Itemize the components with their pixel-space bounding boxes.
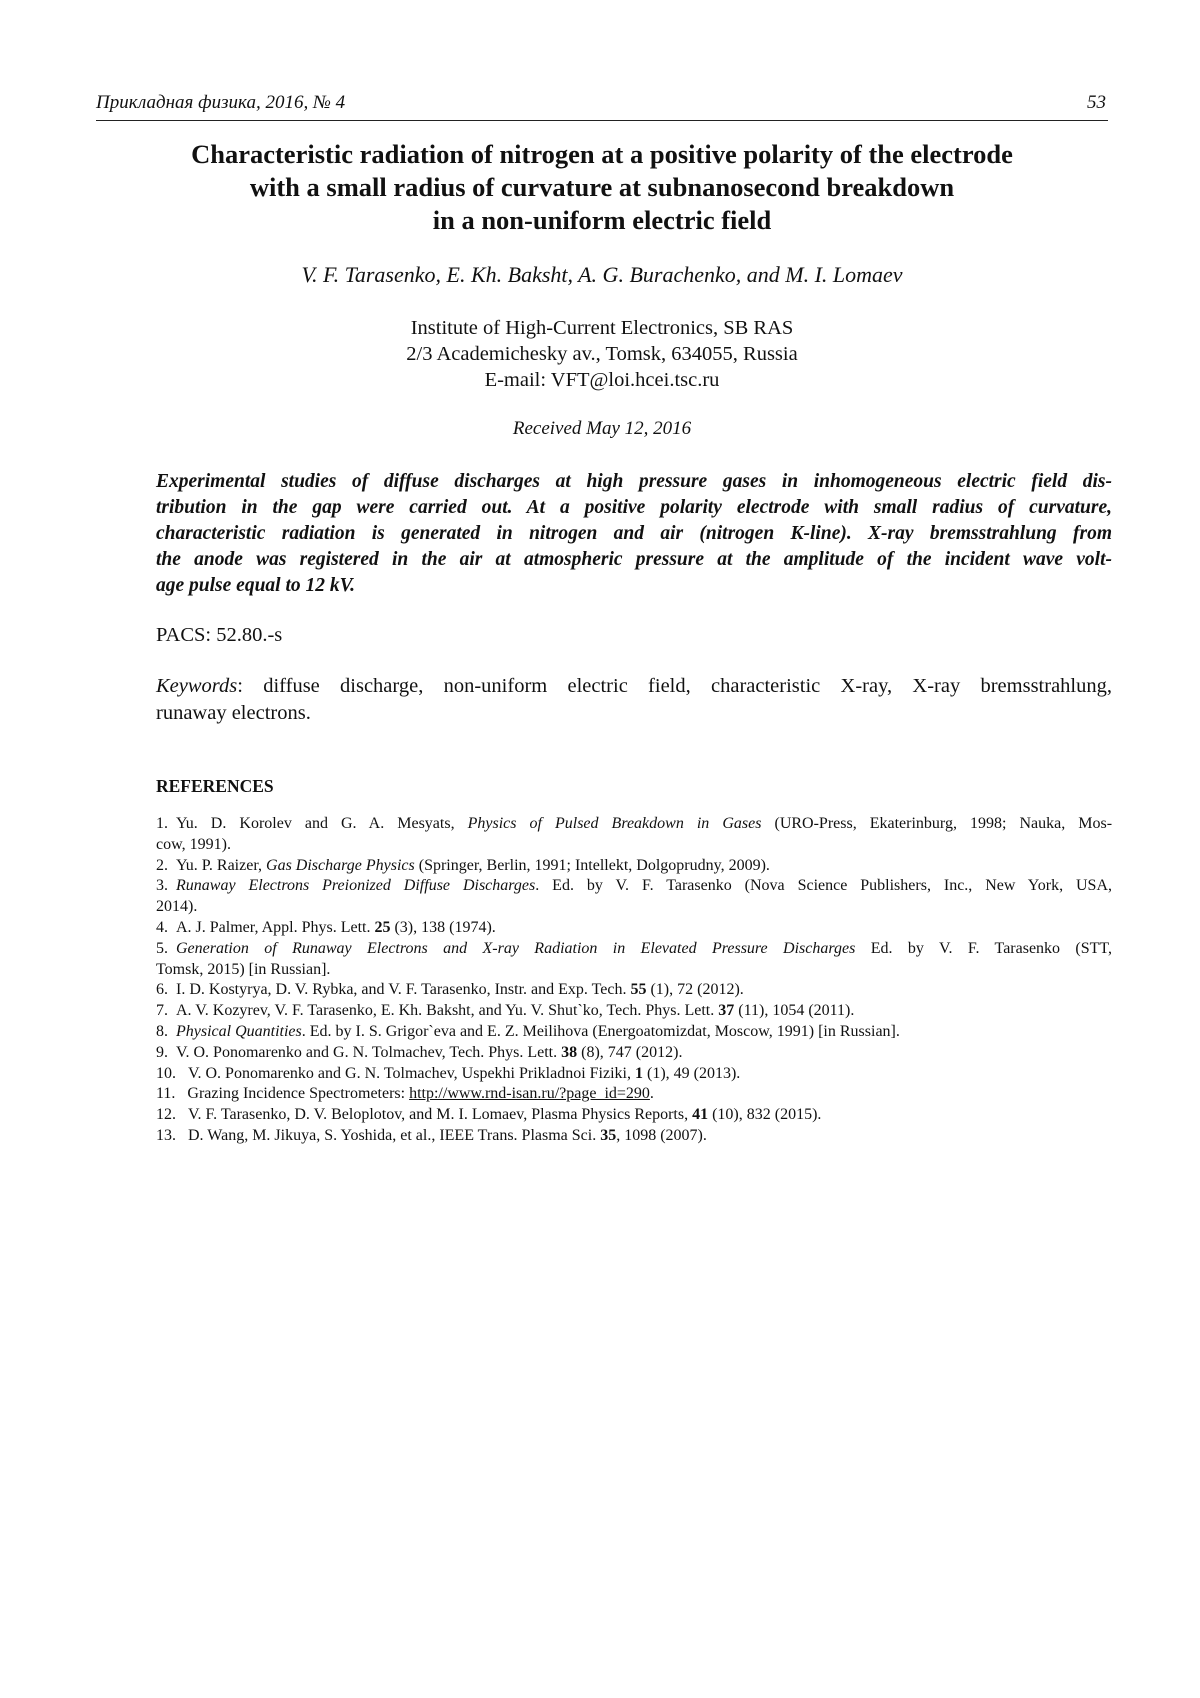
reference-number: 8. (156, 1022, 168, 1040)
reference-line (156, 814, 1112, 835)
keywords-line (156, 673, 1112, 700)
title-line: with a small radius of curvature at subnanosecond breakdown (249, 172, 955, 202)
reference-item (156, 1105, 1112, 1126)
title-line: Characteristic radiation of nitrogen at a positive polarity of the electrode (191, 139, 1013, 169)
reference-text: V. O. Ponomarenko and G. N. Tolmachev, Uspekhi Prikladnoi Fiziki, (188, 1064, 631, 1082)
reference-title: Physical Quantities (176, 1022, 302, 1040)
reference-number: 6. (156, 981, 168, 999)
reference-line (156, 1022, 1112, 1043)
reference-text: (URO-Press, Ekaterinburg, 1998; Nauka, Mos- (774, 815, 1112, 832)
abstract-line: Experimental studies of diffuse discharges at high pressure gases in inhomogeneous electric field dis- (156, 471, 1112, 492)
reference-number: 9. (156, 1043, 168, 1061)
reference-volume: 1 (634, 1064, 643, 1082)
reference-item (156, 918, 1112, 939)
reference-number: 3. (156, 877, 168, 895)
reference-number: 4. (156, 918, 168, 936)
reference-item (156, 980, 1112, 1001)
reference-line (156, 1105, 1112, 1126)
reference-item (156, 1084, 1112, 1105)
abstract-line: tribution in the gap were carried out. At a positive polarity electrode with small radius of curvature, (156, 497, 1112, 518)
reference-line (156, 1126, 1112, 1147)
reference-item (156, 1022, 1112, 1043)
pacs-code: PACS: 52.80.-s (156, 624, 283, 646)
reference-text: (1), 72 (2012). (650, 981, 744, 999)
reference-text: Ed. by V. F. Tarasenko (STT, (870, 939, 1112, 957)
title-line: in a non-uniform electric field (432, 205, 772, 235)
reference-text: (8), 747 (2012). (581, 1043, 683, 1061)
reference-item (156, 939, 1112, 981)
abstract (156, 469, 1112, 599)
reference-number: 12. (156, 1106, 176, 1124)
reference-line: 2014). (156, 898, 198, 916)
reference-volume: 37 (718, 1002, 735, 1020)
spectrometers-link[interactable]: http://www.rnd-isan.ru/?page_id=290 (409, 1085, 650, 1103)
author-list: V. F. Tarasenko, E. Kh. Baksht, A. G. Burachenko, and M. I. Lomaev (301, 262, 903, 287)
reference-title: Runaway Electrons Preionized Diffuse Discharges (176, 877, 536, 895)
running-header (96, 90, 1108, 121)
reference-text: A. V. Kozyrev, V. F. Tarasenko, E. Kh. Baksht, and Yu. V. Shut`ko, Tech. Phys. Lett. (176, 1002, 715, 1020)
reference-title: Generation of Runaway Electrons and X-ray Radiation in Elevated Pressure Discharges (176, 939, 856, 957)
reference-item (156, 814, 1112, 856)
reference-number: 1. (156, 815, 168, 832)
keywords (156, 673, 1112, 727)
reference-title: Physics of Pulsed Breakdown in Gases (467, 815, 762, 832)
reference-text: (11), 1054 (2011). (738, 1002, 855, 1020)
abstract-line: characteristic radiation is generated in nitrogen and air (nitrogen K-line). X-ray bremsstrahlung from (156, 523, 1112, 544)
page-number: 53 (1087, 92, 1106, 113)
reference-line (156, 1043, 1112, 1064)
author-email: E-mail: VFT@loi.hcei.tsc.ru (484, 369, 720, 391)
reference-item (156, 856, 1112, 877)
reference-title: Gas Discharge Physics (266, 856, 415, 874)
reference-item (156, 1126, 1112, 1147)
reference-text: Yu. P. Raizer, (176, 856, 263, 874)
abstract-line: age pulse equal to 12 kV. (156, 575, 355, 596)
reference-text: Grazing Incidence Spectrometers: (187, 1085, 406, 1103)
reference-number: 2. (156, 856, 168, 874)
reference-text: D. Wang, M. Jikuya, S. Yoshida, et al., IEEE Trans. Plasma Sci. (188, 1126, 597, 1144)
reference-text: (3), 138 (1974). (394, 918, 496, 936)
reference-line (156, 1001, 1112, 1022)
reference-volume: 25 (374, 918, 391, 936)
institute-address: 2/3 Academichesky av., Tomsk, 634055, Russia (406, 343, 798, 365)
received-date: Received May 12, 2016 (512, 418, 692, 439)
reference-text: I. D. Kostyrya, D. V. Rybka, and V. F. Tarasenko, Instr. and Exp. Tech. (176, 981, 627, 999)
reference-line: Tomsk, 2015) [in Russian]. (156, 960, 331, 978)
reference-line (156, 1084, 1112, 1105)
reference-number: 5. (156, 939, 168, 957)
reference-line (156, 876, 1112, 897)
institute-name: Institute of High-Current Electronics, SB RAS (410, 317, 794, 339)
reference-item (156, 876, 1112, 918)
reference-number: 7. (156, 1002, 168, 1020)
reference-item (156, 1064, 1112, 1085)
reference-number: 11. (156, 1085, 176, 1103)
reference-text: . Ed. by V. F. Tarasenko (Nova Science Publishers, Inc., New York, USA, (535, 877, 1112, 895)
reference-text: A. J. Palmer, Appl. Phys. Lett. (176, 918, 371, 936)
reference-text: V. O. Ponomarenko and G. N. Tolmachev, Tech. Phys. Lett. (176, 1043, 558, 1061)
reference-number: 10. (156, 1064, 176, 1082)
reference-text: (1), 49 (2013). (646, 1064, 741, 1082)
abstract-line: the anode was registered in the air at atmospheric pressure at the amplitude of the incident wave volt- (156, 549, 1112, 570)
reference-text: . (649, 1085, 654, 1103)
reference-text: , 1098 (2007). (616, 1126, 707, 1144)
reference-line: cow, 1991). (156, 835, 231, 853)
reference-number: 13. (156, 1126, 176, 1144)
journal-title: Прикладная физика, 2016, № 4 (96, 92, 346, 113)
reference-line (156, 1064, 1112, 1085)
keywords-line: runaway electrons. (156, 702, 311, 724)
reference-line (156, 856, 1112, 877)
reference-volume: 35 (600, 1126, 617, 1144)
reference-item (156, 1043, 1112, 1064)
article-title (96, 138, 1108, 237)
reference-text: (Springer, Berlin, 1991; Intellekt, Dolgoprudny, 2009). (418, 856, 770, 874)
reference-text: . Ed. by I. S. Grigor`eva and E. Z. Meilihova (Energoatomizdat, Moscow, 1991) [in Russian]. (301, 1022, 900, 1040)
reference-volume: 38 (561, 1043, 578, 1061)
reference-line (156, 980, 1112, 1001)
reference-line (156, 918, 1112, 939)
reference-item (156, 1001, 1112, 1022)
reference-line (156, 939, 1112, 960)
reference-volume: 41 (692, 1106, 709, 1124)
reference-text: Yu. D. Korolev and G. A. Mesyats, (176, 815, 455, 832)
reference-volume: 55 (630, 981, 647, 999)
references-heading: REFERENCES (156, 776, 274, 796)
affiliation (96, 315, 1108, 393)
keywords-text: : diffuse discharge, non-uniform electric field, characteristic X-ray, X-ray bremsstrahlung, (237, 675, 1112, 697)
keywords-label: Keywords (156, 675, 238, 697)
reference-list (156, 814, 1112, 1147)
reference-text: V. F. Tarasenko, D. V. Beloplotov, and M. I. Lomaev, Plasma Physics Reports, (188, 1106, 689, 1124)
reference-text: (10), 832 (2015). (712, 1106, 822, 1124)
